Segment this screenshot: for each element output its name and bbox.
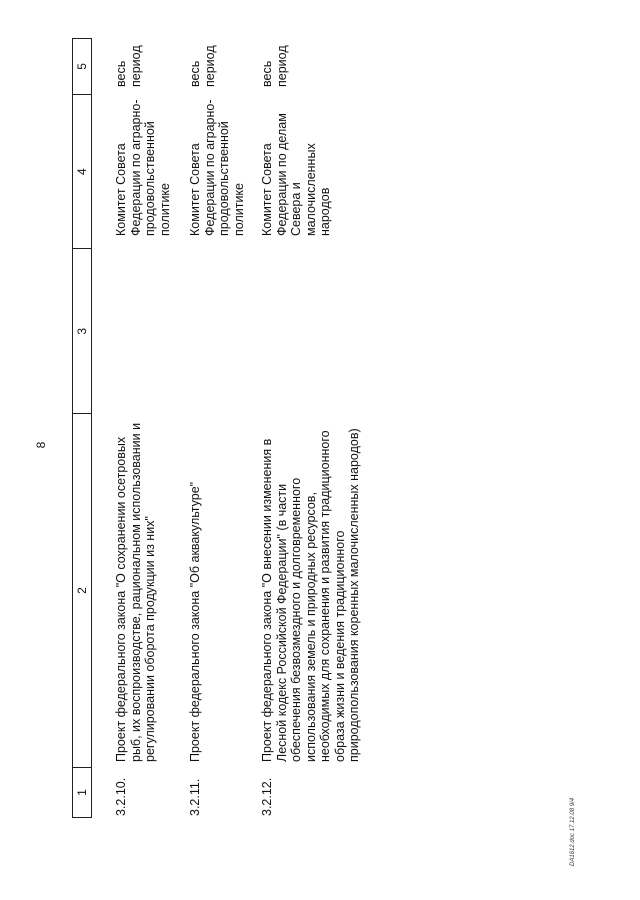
row-number: 3.2.11.: [188, 778, 202, 816]
responsible-committee: Комитет Совета Федерации по аграрно-продовольственной политике: [114, 99, 172, 236]
page-number: 8: [34, 441, 48, 449]
rotated-page: [30, 20, 610, 870]
column-header-3: 3: [73, 248, 91, 413]
table-header: [72, 38, 92, 818]
period: весь период: [114, 45, 143, 87]
row-number: 3.2.10.: [114, 777, 128, 816]
row-number: 3.2.12.: [260, 777, 274, 816]
column-header-2: 2: [73, 413, 91, 767]
row-col3: [260, 248, 362, 413]
responsible-committee: Комитет Совета Федерации по делам Севера и малочисленных народов: [260, 113, 332, 236]
bill-title: Проект федерального закона "О внесении изменения в Лесной кодекс Российской Федерации" (в части обеспечения безвозмездного и долговременного использования земель и природных ресурсов, необходимых для сохранения и развития традиционного образа жизни и ведения традиционного природопользования коренных малочисленных народов): [260, 428, 361, 762]
row-col3: [188, 248, 246, 413]
row-col3: [114, 248, 172, 413]
bill-title: Проект федерального закона "О сохранении осетровых рыб, их воспроизводстве, рациональном использовании и регулировании оборота продукции из них": [114, 422, 157, 762]
responsible-committee: Комитет Совета Федерации по аграрно-продовольственной политике: [188, 99, 246, 236]
period: весь период: [188, 45, 217, 87]
table-row: [188, 38, 246, 818]
column-header-1: 1: [73, 767, 91, 817]
bill-title: Проект федерального закона "Об аквакультуре": [188, 481, 202, 762]
table-row: [114, 38, 172, 818]
column-header-5: 5: [75, 63, 89, 70]
document-footer-mark: DA1612.doc 17.12.08 9/4: [570, 797, 576, 866]
period: весь период: [260, 45, 289, 87]
column-header-4: 4: [73, 94, 91, 249]
table-row: [260, 38, 362, 818]
